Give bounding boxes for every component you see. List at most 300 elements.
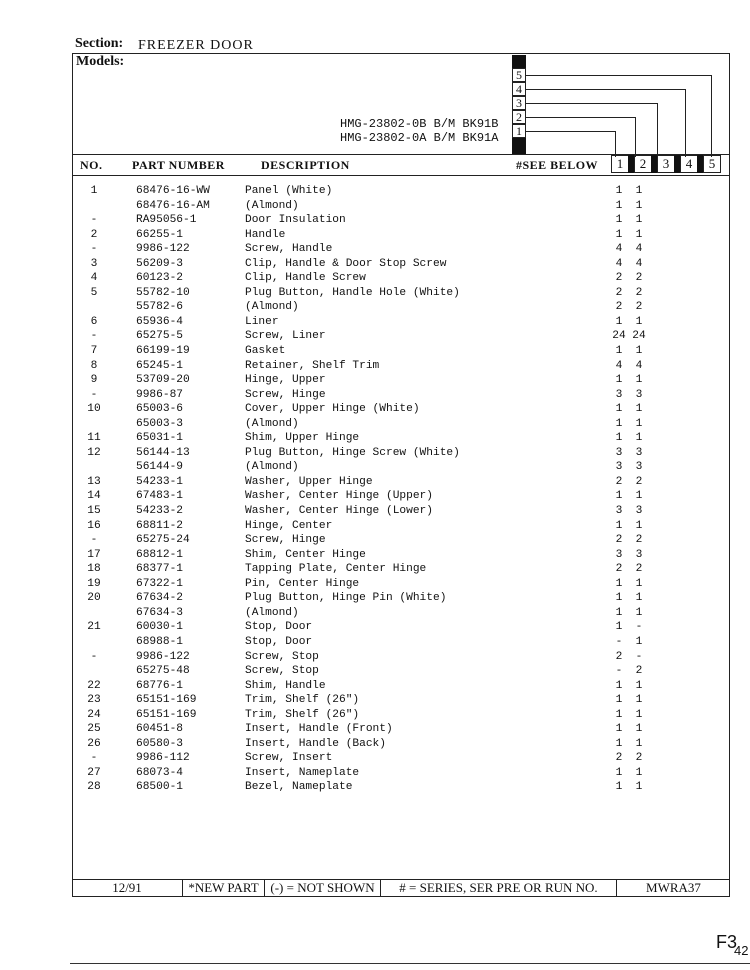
description bbox=[245, 388, 613, 403]
qty-col-2: 1 bbox=[635, 403, 643, 416]
part-number: 68812-1 bbox=[136, 548, 183, 561]
table-row bbox=[78, 562, 678, 577]
description-text: Washer, Center Hinge (Upper) bbox=[245, 490, 433, 503]
parts-list bbox=[78, 184, 678, 795]
table-row bbox=[78, 620, 678, 635]
part-number: 65275-48 bbox=[136, 665, 190, 678]
part-number: 60123-2 bbox=[136, 272, 183, 285]
description bbox=[245, 577, 613, 592]
qty-col-1: 1 bbox=[615, 374, 623, 387]
qty-col-2: 1 bbox=[635, 490, 643, 503]
qty-col-1: 2 bbox=[615, 272, 623, 285]
qty-col-2: 1 bbox=[635, 694, 643, 707]
part-number: 65275-5 bbox=[136, 330, 183, 343]
model-slot-top-mark bbox=[512, 55, 526, 68]
item-number: 20 bbox=[87, 592, 101, 605]
description-text: Screw, Stop bbox=[245, 665, 319, 678]
description-text: Clip, Handle Screw bbox=[245, 272, 366, 285]
item-number: 1 bbox=[90, 185, 98, 197]
description bbox=[245, 359, 613, 374]
description bbox=[245, 519, 613, 534]
table-row bbox=[78, 446, 678, 461]
description-text: (Almond) bbox=[245, 301, 299, 314]
part-number: 68476-16-AM bbox=[136, 199, 210, 212]
description-text: Shim, Handle bbox=[245, 679, 326, 692]
item-number: 19 bbox=[87, 577, 101, 590]
footer-code: MWRA37 bbox=[616, 879, 730, 897]
qty-col-2: 24 bbox=[632, 330, 646, 343]
qty-col-1: 1 bbox=[615, 432, 623, 445]
qty-col-1: 3 bbox=[615, 446, 623, 459]
footer-not-shown: (-) = NOT SHOWN bbox=[264, 879, 380, 897]
description bbox=[245, 417, 613, 432]
header-description: DESCRIPTION bbox=[261, 158, 350, 172]
item-number: 7 bbox=[90, 345, 98, 358]
qty-col-2: 3 bbox=[635, 505, 643, 518]
item-number: - bbox=[90, 330, 98, 343]
qty-col-2: 4 bbox=[635, 359, 643, 372]
description-text: Plug Button, Hinge Pin (White) bbox=[245, 592, 447, 605]
qty-col-2: 2 bbox=[635, 286, 643, 299]
qty-col-1: 1 bbox=[615, 199, 623, 212]
qty-col-2: 1 bbox=[635, 214, 643, 227]
qty-col-1: 2 bbox=[615, 563, 623, 576]
model-slot-1: 1 bbox=[512, 124, 526, 138]
part-number: 53709-20 bbox=[136, 374, 190, 387]
table-row bbox=[78, 199, 678, 214]
part-number: 66199-19 bbox=[136, 345, 190, 358]
description bbox=[245, 708, 613, 723]
description bbox=[245, 271, 613, 286]
part-number: 56209-3 bbox=[136, 257, 183, 270]
description bbox=[245, 184, 613, 199]
qty-col-1: 1 bbox=[615, 694, 623, 707]
part-number: 65245-1 bbox=[136, 359, 183, 372]
table-row bbox=[78, 475, 678, 490]
header-no: NO. bbox=[80, 158, 103, 172]
qty-col-1: 2 bbox=[615, 286, 623, 299]
qty-col-2: 1 bbox=[635, 592, 643, 605]
part-number: 68776-1 bbox=[136, 679, 183, 692]
part-number: 66255-1 bbox=[136, 228, 183, 241]
qty-col-2: 1 bbox=[635, 635, 643, 648]
description bbox=[245, 722, 613, 737]
part-number: 68073-4 bbox=[136, 766, 183, 779]
qty-col-1: 4 bbox=[615, 359, 623, 372]
qty-col-1: 1 bbox=[615, 606, 623, 619]
table-row bbox=[78, 329, 678, 344]
description bbox=[245, 373, 613, 388]
item-number: 12 bbox=[87, 446, 101, 459]
qty-col-2: 1 bbox=[635, 577, 643, 590]
part-number: 65151-169 bbox=[136, 708, 197, 721]
description-text: Bezel, Nameplate bbox=[245, 781, 353, 794]
item-number: - bbox=[90, 534, 98, 547]
qty-col-1: 1 bbox=[615, 519, 623, 532]
table-row bbox=[78, 664, 678, 679]
description-text: Panel (White) bbox=[245, 185, 333, 197]
qty-col-2: 1 bbox=[635, 781, 643, 794]
description bbox=[245, 591, 613, 606]
description-text: Hinge, Center bbox=[245, 519, 333, 532]
item-number: 10 bbox=[87, 403, 101, 416]
model-slot-5: 5 bbox=[512, 68, 526, 82]
qty-col-1: 3 bbox=[615, 548, 623, 561]
description-text: Stop, Door bbox=[245, 621, 313, 634]
part-number: 60580-3 bbox=[136, 737, 183, 750]
description-text: Washer, Upper Hinge bbox=[245, 475, 373, 488]
description bbox=[245, 489, 613, 504]
table-row bbox=[78, 286, 678, 301]
part-number: 67322-1 bbox=[136, 577, 183, 590]
qty-col-1: - bbox=[615, 635, 623, 648]
qty-col-2: 1 bbox=[635, 185, 643, 197]
description bbox=[245, 620, 613, 635]
table-row bbox=[78, 359, 678, 374]
qty-col-1: 4 bbox=[615, 257, 623, 270]
qty-col-2: 1 bbox=[635, 723, 643, 736]
table-row bbox=[78, 737, 678, 752]
table-row bbox=[78, 271, 678, 286]
description-text: (Almond) bbox=[245, 417, 299, 430]
qty-col-1: 1 bbox=[615, 214, 623, 227]
item-number: 8 bbox=[90, 359, 98, 372]
item-number: 11 bbox=[87, 432, 101, 445]
part-number: 9986-112 bbox=[136, 752, 190, 765]
models-label: Models: bbox=[76, 54, 125, 69]
part-number: 67483-1 bbox=[136, 490, 183, 503]
qty-col-1: 1 bbox=[615, 490, 623, 503]
model-slot-bottom-mark bbox=[512, 138, 526, 154]
table-row bbox=[78, 431, 678, 446]
qty-col-2: 1 bbox=[635, 417, 643, 430]
qty-col-2: 1 bbox=[635, 766, 643, 779]
section-label: Section: bbox=[75, 36, 124, 51]
description-text: Door Insulation bbox=[245, 214, 346, 227]
qty-col-1: 24 bbox=[612, 330, 626, 343]
description-text: Plug Button, Handle Hole (White) bbox=[245, 286, 460, 299]
item-number: 5 bbox=[90, 286, 98, 299]
part-number: 65003-6 bbox=[136, 403, 183, 416]
item-number: - bbox=[90, 214, 98, 227]
item-number: 22 bbox=[87, 679, 101, 692]
description bbox=[245, 475, 613, 490]
description bbox=[245, 286, 613, 301]
item-number: 27 bbox=[87, 766, 101, 779]
table-row bbox=[78, 184, 678, 199]
footer bbox=[72, 879, 730, 897]
description bbox=[245, 606, 613, 621]
item-number: 25 bbox=[87, 723, 101, 736]
model-slot-3: 3 bbox=[512, 96, 526, 110]
qty-col-2: 2 bbox=[635, 475, 643, 488]
qty-col-2: - bbox=[635, 621, 643, 634]
part-number: 65936-4 bbox=[136, 315, 183, 328]
description-text: Tapping Plate, Center Hinge bbox=[245, 563, 427, 576]
item-number: 17 bbox=[87, 548, 101, 561]
qty-col-2: - bbox=[635, 650, 643, 663]
part-number: 9986-122 bbox=[136, 650, 190, 663]
description-text: Retainer, Shelf Trim bbox=[245, 359, 380, 372]
description bbox=[245, 780, 613, 795]
description-text: Plug Button, Hinge Screw (White) bbox=[245, 446, 460, 459]
item-number: - bbox=[90, 243, 98, 256]
part-number: 55782-6 bbox=[136, 301, 183, 314]
table-row bbox=[78, 591, 678, 606]
item-number: 14 bbox=[87, 490, 101, 503]
model-slot-4: 4 bbox=[512, 82, 526, 96]
model-connectors bbox=[526, 60, 720, 157]
qty-col-1: 1 bbox=[615, 577, 623, 590]
table-row bbox=[78, 228, 678, 243]
description bbox=[245, 242, 613, 257]
part-number: 68500-1 bbox=[136, 781, 183, 794]
footer-date: 12/91 bbox=[112, 880, 142, 895]
qty-col-2: 3 bbox=[635, 548, 643, 561]
table-row bbox=[78, 548, 678, 563]
description-text: Clip, Handle & Door Stop Screw bbox=[245, 257, 447, 270]
table-row bbox=[78, 373, 678, 388]
qty-col-1: 1 bbox=[615, 417, 623, 430]
description bbox=[245, 431, 613, 446]
qty-col-1: 2 bbox=[615, 475, 623, 488]
part-number: RA95056-1 bbox=[136, 214, 197, 227]
qty-col-1: 1 bbox=[615, 315, 623, 328]
description-text: Screw, Handle bbox=[245, 243, 333, 256]
qty-col-2: 2 bbox=[635, 752, 643, 765]
qty-col-2: 1 bbox=[635, 606, 643, 619]
item-number: 3 bbox=[90, 257, 98, 270]
qty-col-1: 1 bbox=[615, 766, 623, 779]
table-row bbox=[78, 766, 678, 781]
description bbox=[245, 446, 613, 461]
part-number: 65275-24 bbox=[136, 534, 190, 547]
description bbox=[245, 737, 613, 752]
description bbox=[245, 693, 613, 708]
description bbox=[245, 344, 613, 359]
footer-new-part: *NEW PART bbox=[182, 879, 264, 897]
part-number: 54233-2 bbox=[136, 505, 183, 518]
table-row bbox=[78, 460, 678, 475]
model-line-a: HMG-23802-0A B/M BK91A bbox=[340, 131, 499, 145]
column-4: 4 bbox=[680, 155, 698, 173]
description bbox=[245, 635, 613, 650]
part-number: 56144-13 bbox=[136, 446, 190, 459]
qty-col-1: 1 bbox=[615, 708, 623, 721]
item-number: 16 bbox=[87, 519, 101, 532]
description-text: Hinge, Upper bbox=[245, 374, 326, 387]
qty-col-2: 1 bbox=[635, 374, 643, 387]
qty-col-2: 1 bbox=[635, 228, 643, 241]
description bbox=[245, 562, 613, 577]
qty-col-2: 3 bbox=[635, 446, 643, 459]
page-note-sub: 42 bbox=[734, 943, 749, 958]
description-text: (Almond) bbox=[245, 461, 299, 474]
qty-col-1: 1 bbox=[615, 679, 623, 692]
part-number: 54233-1 bbox=[136, 475, 183, 488]
part-number: 55782-10 bbox=[136, 286, 190, 299]
qty-col-1: 2 bbox=[615, 534, 623, 547]
qty-col-1: 3 bbox=[615, 505, 623, 518]
description-text: Liner bbox=[245, 315, 279, 328]
description bbox=[245, 650, 613, 665]
bottom-rule bbox=[70, 963, 750, 964]
part-number: 60030-1 bbox=[136, 621, 183, 634]
item-number: 23 bbox=[87, 694, 101, 707]
qty-col-2: 3 bbox=[635, 388, 643, 401]
part-number: 9986-122 bbox=[136, 243, 190, 256]
description bbox=[245, 766, 613, 781]
table-row bbox=[78, 504, 678, 519]
table-row bbox=[78, 780, 678, 795]
part-number: 9986-87 bbox=[136, 388, 183, 401]
part-number: 68811-2 bbox=[136, 519, 183, 532]
section-value: FREEZER DOOR bbox=[138, 38, 254, 53]
item-number: 21 bbox=[87, 621, 101, 634]
column-5: 5 bbox=[703, 155, 721, 173]
footer-series: # = SERIES, SER PRE OR RUN NO. bbox=[380, 879, 616, 897]
part-number: 68988-1 bbox=[136, 635, 183, 648]
qty-col-1: 2 bbox=[615, 752, 623, 765]
model-line-b: HMG-23802-0B B/M BK91B bbox=[340, 117, 499, 131]
header-part-number: PART NUMBER bbox=[132, 158, 225, 172]
table-row bbox=[78, 635, 678, 650]
table-row bbox=[78, 722, 678, 737]
description bbox=[245, 548, 613, 563]
table-row bbox=[78, 300, 678, 315]
description-text: Washer, Center Hinge (Lower) bbox=[245, 505, 433, 518]
description-text: Screw, Insert bbox=[245, 752, 333, 765]
column-1: 1 bbox=[611, 155, 629, 173]
qty-col-1: 2 bbox=[615, 301, 623, 314]
qty-col-1: 1 bbox=[615, 621, 623, 634]
description bbox=[245, 228, 613, 243]
qty-col-1: 1 bbox=[615, 723, 623, 736]
qty-col-2: 2 bbox=[635, 272, 643, 285]
qty-col-1: 1 bbox=[615, 403, 623, 416]
qty-col-2: 1 bbox=[635, 708, 643, 721]
description-text: (Almond) bbox=[245, 199, 299, 212]
page-note: F3 bbox=[716, 932, 738, 952]
table-row bbox=[78, 402, 678, 417]
description-text: (Almond) bbox=[245, 606, 299, 619]
header-bottom-rule bbox=[72, 175, 730, 176]
qty-col-2: 1 bbox=[635, 315, 643, 328]
description bbox=[245, 664, 613, 679]
description-text: Handle bbox=[245, 228, 286, 241]
part-number: 67634-3 bbox=[136, 606, 183, 619]
table-row bbox=[78, 751, 678, 766]
item-number: 28 bbox=[87, 781, 101, 794]
description bbox=[245, 300, 613, 315]
qty-col-2: 2 bbox=[635, 665, 643, 678]
table-row bbox=[78, 519, 678, 534]
item-number: 18 bbox=[87, 563, 101, 576]
table-row bbox=[78, 388, 678, 403]
qty-col-2: 4 bbox=[635, 243, 643, 256]
table-row bbox=[78, 577, 678, 592]
qty-col-2: 1 bbox=[635, 737, 643, 750]
table-row bbox=[78, 650, 678, 665]
table-row bbox=[78, 257, 678, 272]
description bbox=[245, 257, 613, 272]
description-text: Insert, Handle (Front) bbox=[245, 723, 393, 736]
item-number: 24 bbox=[87, 708, 101, 721]
table-row bbox=[78, 489, 678, 504]
table-row bbox=[78, 213, 678, 228]
table-row bbox=[78, 708, 678, 723]
description bbox=[245, 679, 613, 694]
description-text: Pin, Center Hinge bbox=[245, 577, 360, 590]
description-text: Screw, Hinge bbox=[245, 388, 326, 401]
description bbox=[245, 504, 613, 519]
part-number: 65031-1 bbox=[136, 432, 183, 445]
qty-col-2: 4 bbox=[635, 257, 643, 270]
qty-col-2: 3 bbox=[635, 461, 643, 474]
description-text: Trim, Shelf (26") bbox=[245, 708, 360, 721]
header-see-below: #SEE BELOW bbox=[516, 158, 599, 172]
table-row bbox=[78, 315, 678, 330]
qty-col-1: 1 bbox=[615, 737, 623, 750]
description-text: Screw, Liner bbox=[245, 330, 326, 343]
item-number: - bbox=[90, 752, 98, 765]
qty-col-1: 3 bbox=[615, 461, 623, 474]
item-number: - bbox=[90, 650, 98, 663]
table-row bbox=[78, 344, 678, 359]
qty-col-1: 3 bbox=[615, 388, 623, 401]
qty-col-2: 2 bbox=[635, 534, 643, 547]
qty-col-1: - bbox=[615, 665, 623, 678]
part-number: 68377-1 bbox=[136, 563, 183, 576]
qty-col-2: 1 bbox=[635, 199, 643, 212]
description-text: Stop, Door bbox=[245, 635, 313, 648]
part-number: 67634-2 bbox=[136, 592, 183, 605]
description-text: Screw, Hinge bbox=[245, 534, 326, 547]
item-number: 4 bbox=[90, 272, 98, 285]
item-number: 6 bbox=[90, 315, 98, 328]
table-row bbox=[78, 679, 678, 694]
part-number: 68476-16-WW bbox=[136, 185, 210, 197]
item-number: 9 bbox=[90, 374, 98, 387]
description bbox=[245, 329, 613, 344]
qty-col-1: 1 bbox=[615, 345, 623, 358]
description bbox=[245, 213, 613, 228]
description-text: Shim, Center Hinge bbox=[245, 548, 366, 561]
description-text: Trim, Shelf (26") bbox=[245, 694, 360, 707]
part-number: 65151-169 bbox=[136, 694, 197, 707]
description bbox=[245, 533, 613, 548]
table-row bbox=[78, 417, 678, 432]
qty-col-1: 2 bbox=[615, 650, 623, 663]
part-number: 56144-9 bbox=[136, 461, 183, 474]
item-number: 2 bbox=[90, 228, 98, 241]
description-text: Screw, Stop bbox=[245, 650, 319, 663]
table-row bbox=[78, 693, 678, 708]
qty-col-2: 1 bbox=[635, 519, 643, 532]
item-number: - bbox=[90, 388, 98, 401]
description-text: Insert, Nameplate bbox=[245, 766, 360, 779]
description bbox=[245, 199, 613, 214]
table-row bbox=[78, 242, 678, 257]
qty-col-2: 1 bbox=[635, 345, 643, 358]
column-3: 3 bbox=[657, 155, 675, 173]
qty-col-2: 1 bbox=[635, 679, 643, 692]
qty-col-1: 1 bbox=[615, 228, 623, 241]
qty-col-2: 2 bbox=[635, 563, 643, 576]
column-2: 2 bbox=[634, 155, 652, 173]
description bbox=[245, 751, 613, 766]
qty-col-1: 1 bbox=[615, 592, 623, 605]
